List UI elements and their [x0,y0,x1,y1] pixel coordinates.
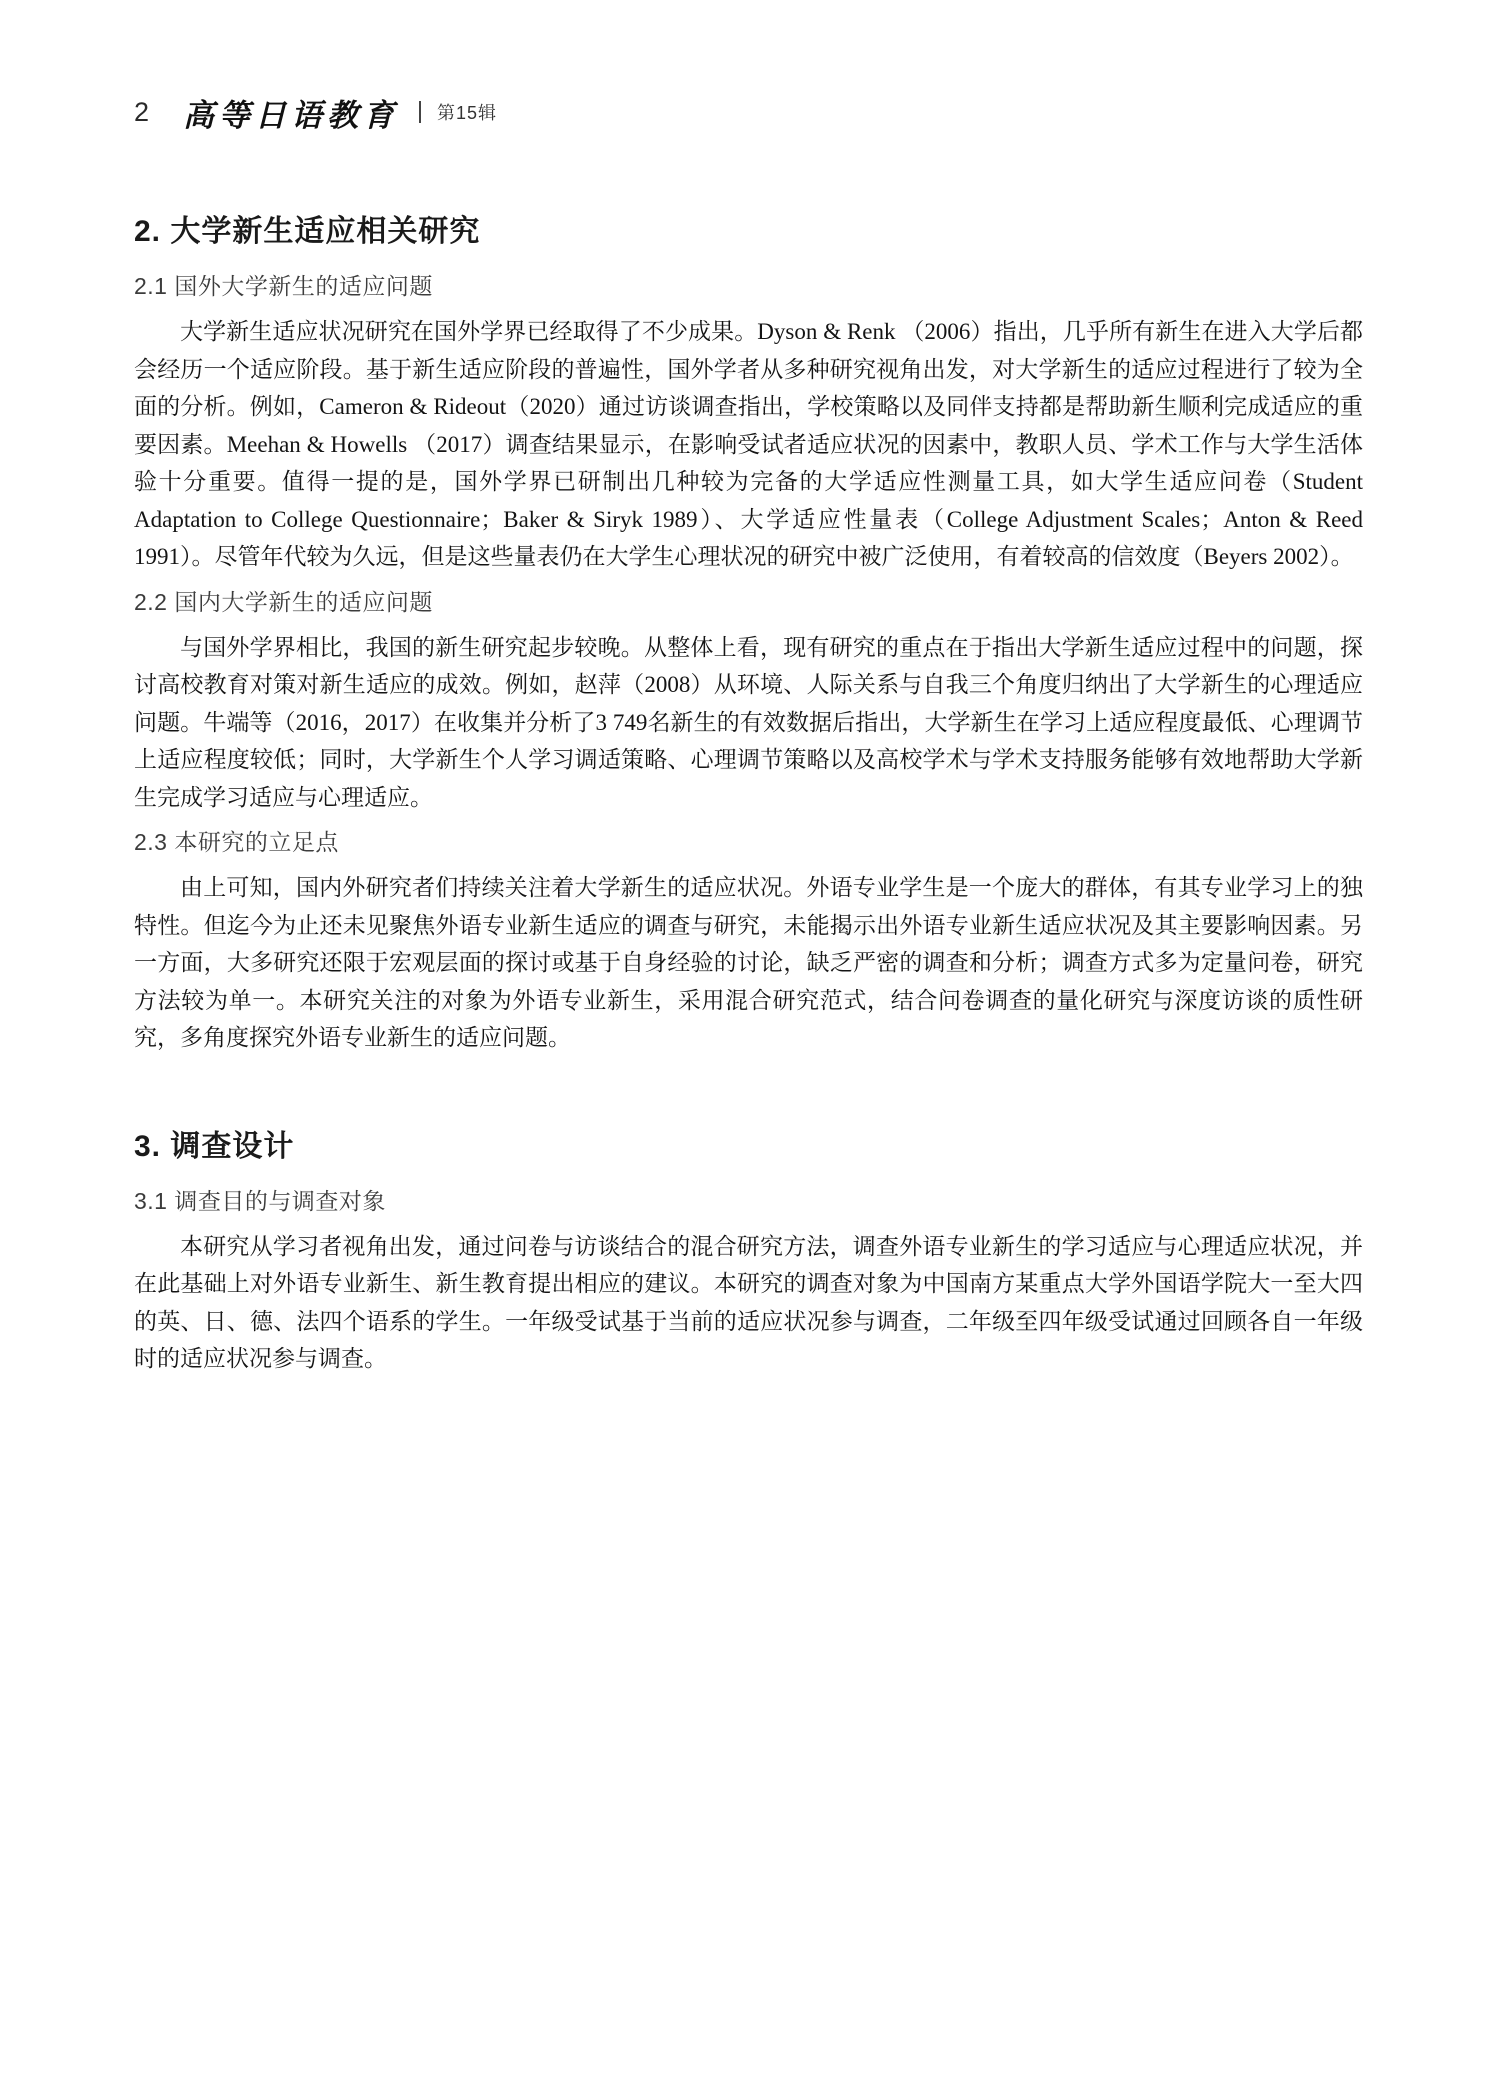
page-header [134,92,1363,132]
section-2 [134,206,1363,1057]
journal-title: 高等日语教育 [183,97,400,134]
section-2-2-paragraph: 与国外学界相比，我国的新生研究起步较晚。从整体上看，现有研究的重点在于指出大学新生适应过程中的问题，探讨高校教育对策对新生适应的成效。例如，赵萍（2008）从环境、人际关系与自我三个角度归纳出了大学新生的心理适应问题。牛端等（2016，2017）在收集并分析了3 749名新生的有效数据后指出，大学新生在学习上适应程度最低、心理调节上适应程度较低；同时，大学新生个人学习调适策略、心理调节策略以及高校学术与学术支持服务能够有效地帮助大学新生完成学习适应与心理适应。 [134,634,1363,810]
page-number: 2 [134,96,150,127]
section-2-2-heading: 2.2 国内大学新生的适应问题 [134,588,433,615]
issue-label: 第15辑 [437,103,498,123]
section-2-heading: 2. 大学新生适应相关研究 [134,215,481,248]
header-divider [419,101,421,123]
section-3-heading: 3. 调查设计 [134,1129,295,1163]
section-3 [134,1121,1363,1378]
section-2-3-paragraph: 由上可知，国内外研究者们持续关注着大学新生的适应状况。外语专业学生是一个庞大的群体，有其专业学习上的独特性。但迄今为止还未见聚焦外语专业新生适应的调查与研究，未能揭示出外语专业新生适应状况及其主要影响因素。另一方面，大多研究还限于宏观层面的探讨或基于自身经验的讨论，缺乏严密的调查和分析；调查方式多为定量问卷，研究方法较为单一。本研究关注的对象为外语专业新生，采用混合研究范式，结合问卷调查的量化研究与深度访谈的质性研究，多角度探究外语专业新生的适应问题。 [134,875,1363,1050]
section-2-1-paragraph: 大学新生适应状况研究在国外学界已经取得了不少成果。Dyson & Renk （2006）指出，几乎所有新生在进入大学后都会经历一个适应阶段。基于新生适应阶段的普遍性，国外学者从多种研究视角出发，对大学新生的适应过程进行了较为全面的分析。例如，Cameron & Rideout（2020）通过访谈调查指出，学校策略以及同伴支持都是帮助新生顺利完成适应的重要因素。Meehan & Howells （2017）调查结果显示，在影响受试者适应状况的因素中，教职人员、学术工作与大学生活体验十分重要。值得一提的是，国外学界已研制出几种较为完备的大学适应性测量工具，如大学生适应问卷（Student Adaptation to College Questionnaire；Baker & Siryk 1989）、大学适应性量表（College Adjustment Scales；Anton & Reed 1991）。尽管年代较为久远，但是这些量表仍在大学生心理状况的研究中被广泛使用，有着较高的信效度（Beyers 2002）。 [134,319,1363,569]
section-3-1-paragraph: 本研究从学习者视角出发，通过问卷与访谈结合的混合研究方法，调查外语专业新生的学习适应与心理适应状况，并在此基础上对外语专业新生、新生教育提出相应的建议。本研究的调查对象为中国南方某重点大学外国语学院大一至大四的英、日、德、法四个语系的学生。一年级受试基于当前的适应状况参与调查，二年级至四年级受试通过回顾各自一年级时的适应状况参与调查。 [134,1233,1363,1371]
section-2-1-heading: 2.1 国外大学新生的适应问题 [134,273,433,299]
section-2-3-heading: 2.3 本研究的立足点 [134,829,339,855]
section-3-1-heading: 3.1 调查目的与调查对象 [134,1187,386,1214]
page-content [134,206,1363,1378]
